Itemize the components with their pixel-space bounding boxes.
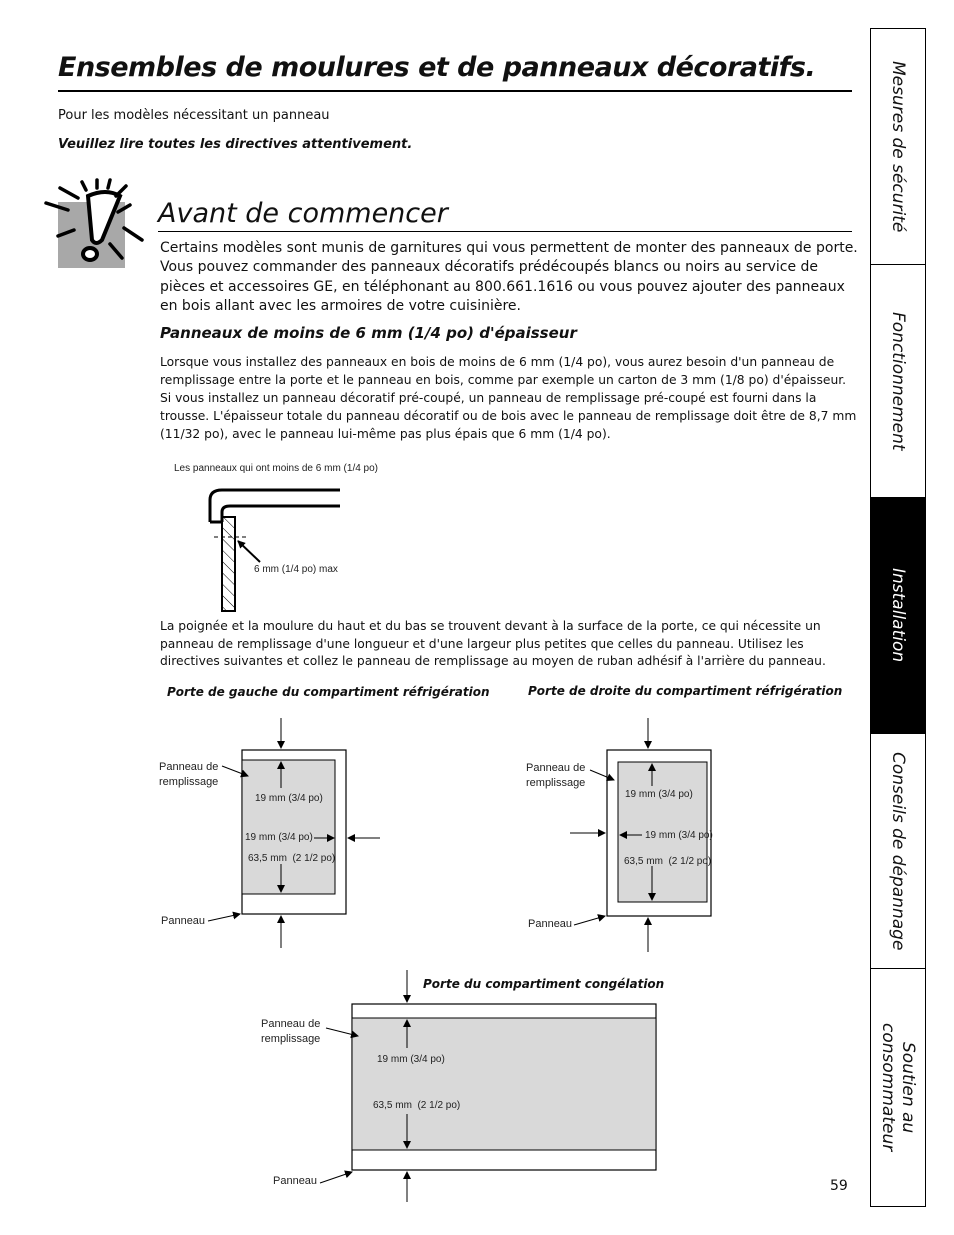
tab-fonctionnement[interactable] [871, 265, 925, 498]
paragraph-filler: La poignée et la moulure du haut et du bas se trouvent devant à la surface de la porte, ce qui nécessite un panneau de remplissage d'une longueur et d'une largeur plus petites que celles du panneau. Utilisez les directives suivantes et collez le panneau de remplissage au moyen de ruban adhésif à l'arrière du panneau. [160, 619, 826, 668]
tab-label: Conseils de dépannage [888, 751, 908, 951]
right-filler-label: Panneau de remplissage [526, 762, 586, 789]
right-top-dim: 19 mm (3/4 po) [625, 789, 693, 800]
left-filler-label: Panneau de remplissage [159, 761, 219, 788]
right-panel-label: Panneau [528, 918, 573, 930]
left-bottom-dim: 63,5 mm (2 1/2 po) [248, 853, 336, 864]
tab-label: Soutien au consommateur [878, 1023, 918, 1152]
tab-conseils-de-depannage[interactable] [871, 734, 925, 969]
left-side-dim: 19 mm (3/4 po) [245, 832, 313, 843]
intro-paragraph: Certains modèles sont munis de garnitures qui vous permettent de monter des panneaux de porte. Vous pouvez commander des panneaux décoratifs prédécoupés blancs ou noirs au service de pièces et accessoires GE, en téléphonant au 800.661.1616 ou vous pouvez ajouter des panneaux en bois allant avec les armoires de votre cuisinière. [160, 240, 858, 314]
page-subtitle: Pour les modèles nécessitant un panneau [58, 108, 330, 123]
right-door-caption: Porte de droite du compartiment réfrigération [528, 684, 843, 698]
left-door-caption: Porte de gauche du compartiment réfrigération [167, 685, 490, 699]
freezer-caption: Porte du compartiment congélation [423, 977, 665, 991]
freezer-panel-label: Panneau [273, 1175, 318, 1187]
paragraph-thin-panels: Lorsque vous installez des panneaux en bois de moins de 6 mm (1/4 po), vous aurez besoin d'un panneau de remplissage entre la porte et le panneau en bois, comme par exemple un carton de 3 mm (1/8 po) d'épaisseur. Si vous installez un panneau décoratif pré-coupé, un panneau de remplissage pré-coupé est fourni dans la trousse. L'épaisseur totale du panneau décoratif ou de bois avec le panneau de remplissage doit être de 8,7 mm (11/32 po), avec le panneau lui-même pas plus épais que 6 mm (1/4 po). [160, 355, 857, 441]
warning-exclamation-icon [46, 180, 142, 268]
thin-diagram-caption: Les panneaux qui ont moins de 6 mm (1/4 po) [174, 463, 379, 474]
tab-soutien-au-consommateur[interactable] [871, 969, 925, 1206]
tab-installation[interactable] [871, 498, 925, 734]
tab-label: Mesures de sécurité [888, 60, 908, 233]
freezer-filler-label: Panneau de remplissage [261, 1018, 321, 1045]
section-divider [158, 231, 852, 232]
freezer-bottom-dim: 63,5 mm (2 1/2 po) [373, 1100, 461, 1111]
right-side-dim: 19 mm (3/4 po) [645, 830, 713, 841]
freezer-top-dim: 19 mm (3/4 po) [377, 1054, 445, 1065]
page-title: Ensembles de moulures et de panneaux décoratifs. [58, 52, 816, 83]
thin-panel-diagram [210, 490, 340, 611]
thin-diagram-label: 6 mm (1/4 po) max [254, 564, 338, 575]
section-tabs [870, 28, 926, 1207]
left-panel-label: Panneau [161, 915, 206, 927]
section-title: Avant de commencer [158, 198, 448, 229]
tab-label: Installation [888, 568, 908, 663]
page-number: 59 [830, 1178, 848, 1194]
subsection-title: Panneaux de moins de 6 mm (1/4 po) d'épaisseur [160, 324, 577, 342]
right-bottom-dim: 63,5 mm (2 1/2 po) [624, 856, 712, 867]
tab-label: Fonctionnement [888, 311, 908, 451]
left-top-dim: 19 mm (3/4 po) [255, 793, 323, 804]
tab-mesures-de-securite[interactable] [871, 29, 925, 265]
read-instructions: Veuillez lire toutes les directives attentivement. [58, 137, 413, 152]
freezer-door-diagram [320, 970, 656, 1202]
